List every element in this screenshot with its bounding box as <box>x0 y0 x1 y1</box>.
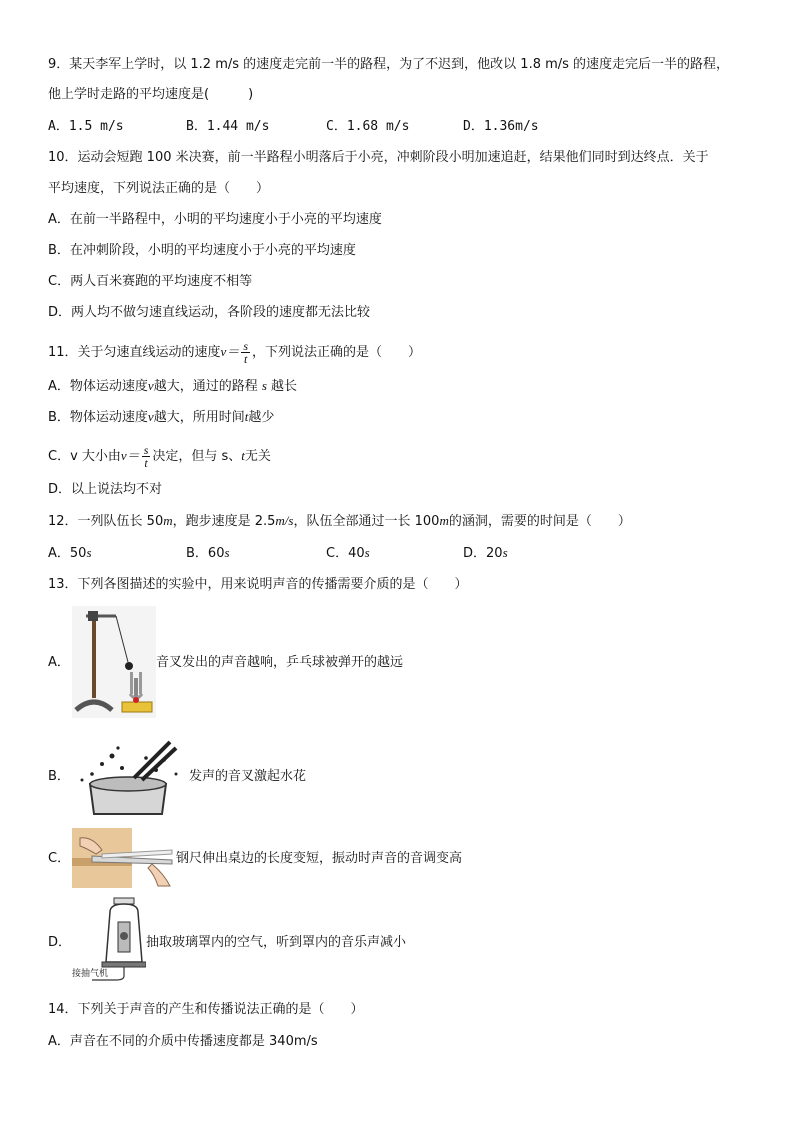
q12-option-c-unit: s <box>364 545 370 560</box>
q12-stem-text4: 的涵洞，需要的时间是（ ） <box>448 514 631 529</box>
q11-stem-suffix: ，下列说法正确的是（ ） <box>252 345 422 360</box>
q11-option-c <box>48 444 271 469</box>
steel-ruler-table-figure <box>72 828 176 888</box>
q11-formula-denominator: t <box>243 352 248 366</box>
q11-option-c-fraction <box>142 444 151 469</box>
q11-option-c-denominator: t <box>144 456 148 470</box>
q10-stem-line2: 平均速度，下列说法正确的是（ ） <box>48 181 270 196</box>
q11-option-c-var-t: t <box>241 448 245 463</box>
q11-option-a-var-v: v <box>147 378 154 393</box>
q13-stem: 13．下列各图描述的实验中，用来说明声音的传播需要介质的是（ ） <box>48 577 468 592</box>
q12-option-c-label: C．40 <box>326 546 365 561</box>
q14-stem: 14．下列关于声音的产生和传播说法正确的是（ ） <box>48 1002 364 1017</box>
q12-option-b-unit: s <box>224 545 230 560</box>
q12-option-d-unit: s <box>502 545 508 560</box>
q11-option-c-formula-lhs: v＝ <box>120 448 140 463</box>
q11-option-b-text2: 越大，所用时间 <box>153 410 245 425</box>
q11-option-c-numerator: s <box>143 443 149 457</box>
tuning-fork-water-figure <box>72 734 184 820</box>
q9-option-c: C．1.68 m/s <box>326 119 410 134</box>
q12-stem-text3: ，队伍全部通过一长 100 <box>293 514 440 529</box>
q12-option-a-label: A．50 <box>48 546 87 561</box>
q10-stem-line1: 10．运动会短跑 100 米决赛，前一半路程小明落后于小亮，冲刺阶段小明加速追赶，结果他们同时到达终点．关于 <box>48 150 709 165</box>
q12-option-c <box>326 544 370 563</box>
q11-option-d: D．以上说法均不对 <box>48 482 163 497</box>
q12-unit-3: m <box>439 513 449 528</box>
q10-option-b: B．在冲刺阶段，小明的平均速度小于小亮的平均速度 <box>48 243 356 258</box>
q12-option-d <box>463 544 508 563</box>
q13-option-d-text: 抽取玻璃罩内的空气，听到罩内的音乐声减小 <box>146 935 407 950</box>
q11-formula-fraction <box>241 340 250 365</box>
q11-option-b-var-t: t <box>244 409 249 424</box>
q10-option-c: C．两人百米赛跑的平均速度不相等 <box>48 274 253 289</box>
q12-option-a <box>48 544 92 563</box>
q12-stem <box>48 512 631 531</box>
q12-stem-text2: ，跑步速度是 2.5 <box>172 514 276 529</box>
q9-stem-line2: 他上学时走路的平均速度是( ) <box>48 87 254 102</box>
q9-stem-line1: 9．某天李军上学时，以 1.2 m/s 的速度走完前一半的路程，为了不迟到，他改以 1.8 m/s 的速度走完后一半的路程， <box>48 57 730 72</box>
tuning-fork-pendulum-figure <box>72 606 156 718</box>
q12-option-a-unit: s <box>86 545 92 560</box>
q12-option-b-label: B．60 <box>186 546 225 561</box>
pump-label: 接抽气机 <box>72 969 109 979</box>
q11-option-a-text2: 越大，通过的路程 <box>153 379 258 394</box>
q11-option-a-text3: 越长 <box>271 379 298 394</box>
q13-option-b-letter: B． <box>48 769 70 784</box>
q13-option-b-text: 发声的音叉激起水花 <box>189 769 307 784</box>
q11-option-a-text: A．物体运动速度 <box>48 379 148 394</box>
q13-option-d-letter: D． <box>48 935 72 950</box>
q12-stem-text: 12．一列队伍长 50 <box>48 514 164 529</box>
q12-option-d-label: D．20 <box>463 546 503 561</box>
q11-option-b <box>48 408 274 427</box>
q13-option-a-letter: A． <box>48 655 70 670</box>
q11-option-b-text: B．物体运动速度 <box>48 410 148 425</box>
q11-option-a-var-s: s <box>261 378 267 393</box>
q13-option-c-letter: C． <box>48 851 71 866</box>
q11-option-c-text2: 决定，但与 s、 <box>152 449 242 464</box>
q10-option-d: D．两人均不做匀速直线运动，各阶段的速度都无法比较 <box>48 305 371 320</box>
q11-stem <box>48 340 421 365</box>
q13-option-a-text: 音叉发出的声音越响，乒乓球被弹开的越远 <box>156 655 404 670</box>
q11-stem-prefix: 11．关于匀速直线运动的速度 <box>48 345 221 360</box>
q14-option-a: A．声音在不同的介质中传播速度都是 340m/s <box>48 1034 318 1049</box>
q11-option-c-text3: 无关 <box>244 449 271 464</box>
q11-option-c-text: C．v 大小由 <box>48 449 121 464</box>
q12-option-b <box>186 544 230 563</box>
q11-option-a <box>48 377 297 396</box>
q10-option-a: A．在前一半路程中，小明的平均速度小于小亮的平均速度 <box>48 212 382 227</box>
q9-option-d: D．1.36m/s <box>463 119 539 134</box>
q11-formula-numerator: s <box>243 339 248 353</box>
q9-option-a: A．1.5 m/s <box>48 119 124 134</box>
q12-unit-2: m/s <box>275 513 294 528</box>
q11-option-b-var-v: v <box>147 409 154 424</box>
q9-option-b: B．1.44 m/s <box>186 119 270 134</box>
q12-unit-1: m <box>163 513 173 528</box>
q13-option-c-text: 钢尺伸出桌边的长度变短，振动时声音的音调变高 <box>176 851 463 866</box>
q11-option-b-text3: 越少 <box>248 410 275 425</box>
q11-formula-lhs: v＝ <box>220 344 240 359</box>
